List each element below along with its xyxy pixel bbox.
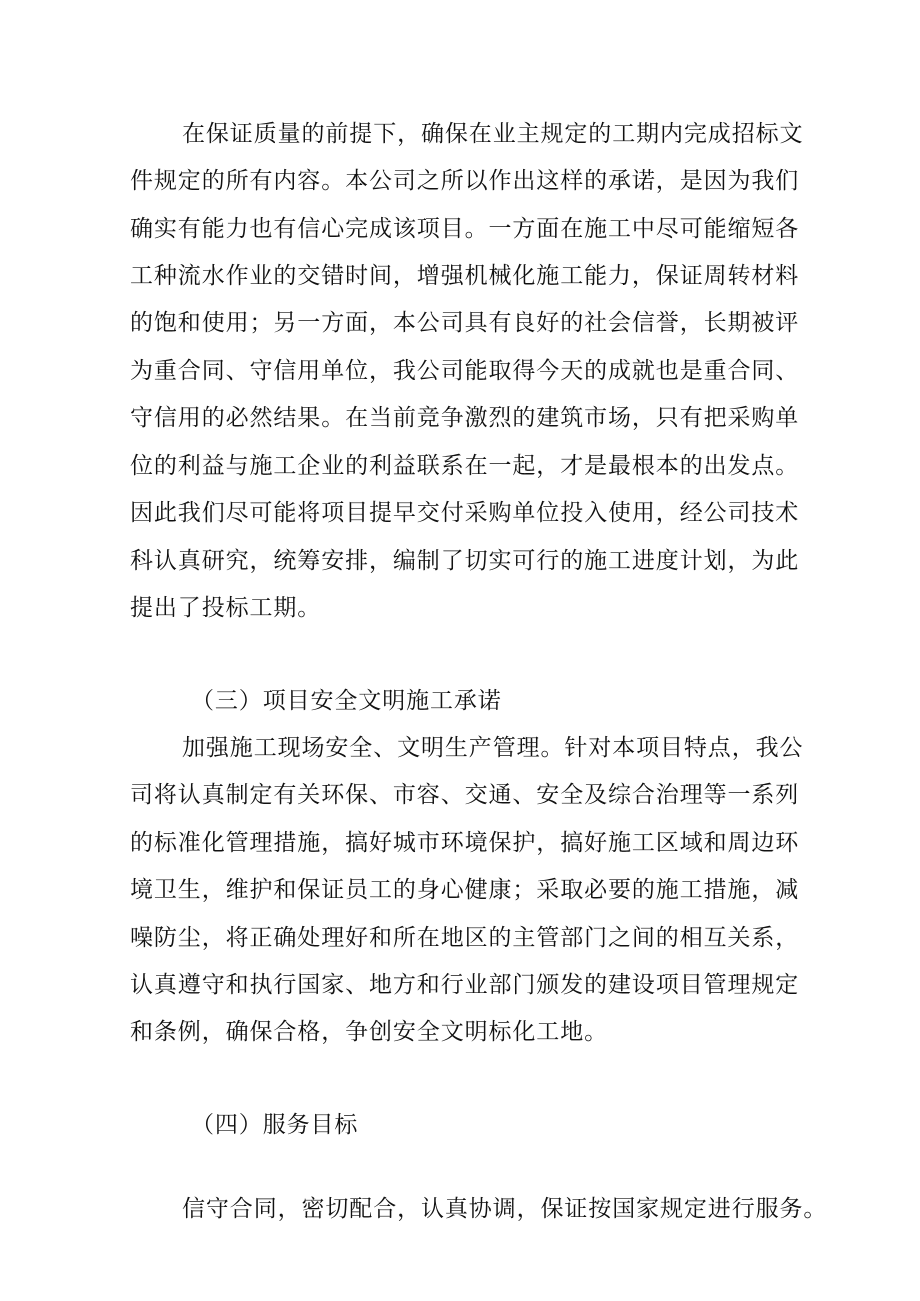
paragraph-1-line: 的饱和使用；另一方面，本公司具有良好的社会信誉，长期被评 [130,310,800,336]
paragraph-2-line: 认真遵守和执行国家、地方和行业部门颁发的建设项目管理规定 [130,972,800,998]
section-heading-3: （三）项目安全文明施工承诺 [191,688,502,714]
paragraph-2-line: 加强施工现场安全、文明生产管理。针对本项目特点，我公 [182,735,804,761]
paragraph-2-line: 的标准化管理措施，搞好城市环境保护，搞好施工区域和周边环 [130,830,800,856]
paragraph-1-line: 为重合同、守信用单位，我公司能取得今天的成就也是重合同、 [130,358,800,384]
paragraph-2-line: 噪防尘，将正确处理好和所在地区的主管部门之间的相互关系， [130,925,800,951]
paragraph-1-line: 守信用的必然结果。在当前竞争激烈的建筑市场，只有把采购单 [130,405,800,431]
paragraph-1-line: 件规定的所有内容。本公司之所以作出这样的承诺，是因为我们 [130,168,800,194]
paragraph-1-line: 确实有能力也有信心完成该项目。一方面在施工中尽可能缩短各 [130,216,800,242]
paragraph-1-line: 工种流水作业的交错时间，增强机械化施工能力，保证周转材料 [130,263,800,289]
paragraph-2-line: 司将认真制定有关环保、市容、交通、安全及综合治理等一系列 [130,782,800,808]
paragraph-3-line: 信守合同，密切配合，认真协调，保证按国家规定进行服务。 [182,1196,828,1222]
paragraph-2-line: 境卫生，维护和保证员工的身心健康；采取必要的施工措施，减 [130,877,800,903]
section-heading-4: （四）服务目标 [191,1112,359,1138]
paragraph-2-line: 和条例，确保合格，争创安全文明标化工地。 [130,1019,608,1045]
paragraph-1-line: 位的利益与施工企业的利益联系在一起，才是最根本的出发点。 [130,453,800,479]
paragraph-1-line: 因此我们尽可能将项目提早交付采购单位投入使用，经公司技术 [130,500,800,526]
paragraph-1-line: 在保证质量的前提下，确保在业主规定的工期内完成招标文 [182,121,804,147]
paragraph-1-line: 提出了投标工期。 [130,595,322,621]
paragraph-1-line: 科认真研究，统筹安排，编制了切实可行的施工进度计划，为此 [130,548,800,574]
